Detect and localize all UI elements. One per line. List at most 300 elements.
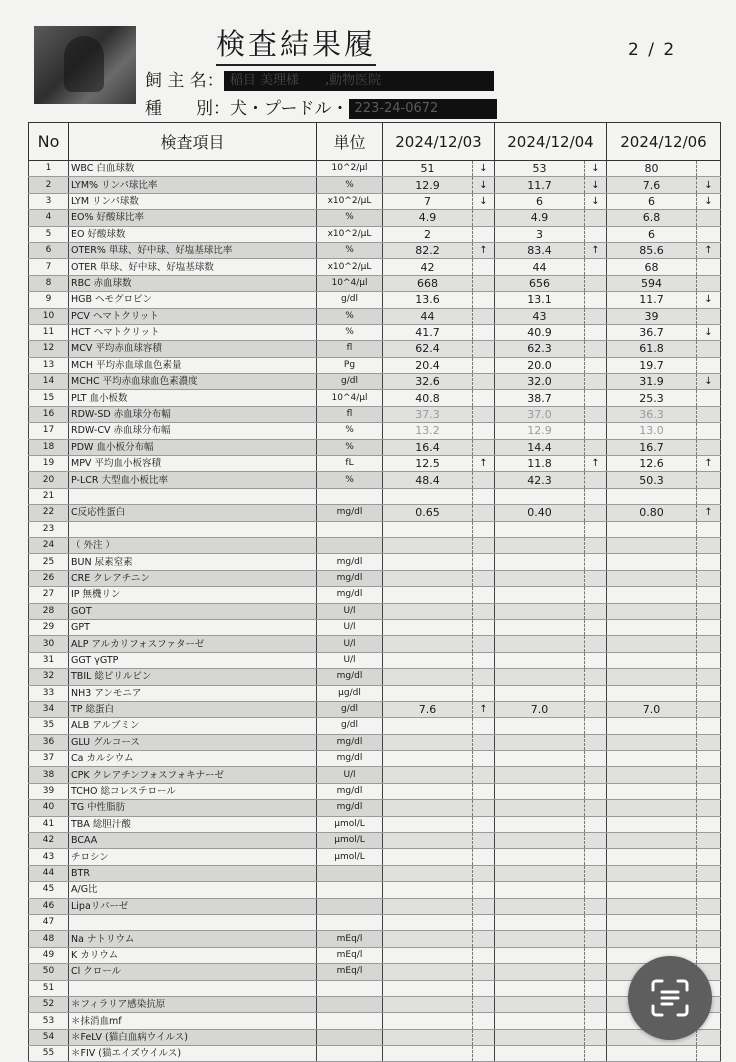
- row-number: 26: [29, 570, 69, 586]
- table-row: [29, 947, 721, 963]
- result-flag-date-2: [585, 980, 607, 996]
- test-item-name: CPK クレアチンフォスフォキナーゼ: [69, 767, 317, 783]
- result-flag-date-3: [697, 161, 721, 177]
- result-value-date-2: 44: [495, 259, 585, 275]
- result-value-date-3: 50.3: [607, 472, 697, 488]
- result-value-date-3: 11.7: [607, 292, 697, 308]
- result-flag-date-3: [697, 669, 721, 685]
- table-row: [29, 964, 721, 980]
- result-value-date-1: [383, 849, 473, 865]
- table-row: [29, 783, 721, 799]
- row-number: 14: [29, 374, 69, 390]
- result-flag-date-3: [697, 833, 721, 849]
- owner-line: [145, 66, 494, 91]
- test-unit: U/l: [317, 767, 383, 783]
- test-unit: mg/dl: [317, 587, 383, 603]
- result-flag-date-1: [473, 865, 495, 881]
- result-value-date-1: [383, 718, 473, 734]
- result-flag-date-1: [473, 374, 495, 390]
- table-row: [29, 456, 721, 472]
- result-value-date-1: [383, 947, 473, 963]
- result-value-date-2: [495, 964, 585, 980]
- row-number: 6: [29, 242, 69, 258]
- result-flag-date-1: [473, 472, 495, 488]
- result-flag-date-2: [585, 652, 607, 668]
- result-flag-date-2: ↑: [585, 242, 607, 258]
- result-flag-date-1: [473, 292, 495, 308]
- table-row: [29, 701, 721, 717]
- result-flag-date-3: ↓: [697, 374, 721, 390]
- result-value-date-1: 20.4: [383, 357, 473, 373]
- test-unit: [317, 882, 383, 898]
- table-row: [29, 406, 721, 422]
- test-unit: [317, 898, 383, 914]
- result-flag-date-1: [473, 341, 495, 357]
- result-value-date-1: 51: [383, 161, 473, 177]
- result-flag-date-1: [473, 669, 495, 685]
- result-flag-date-3: [697, 521, 721, 537]
- result-value-date-2: 20.0: [495, 357, 585, 373]
- test-item-name: [69, 980, 317, 996]
- result-value-date-1: [383, 996, 473, 1012]
- test-unit: g/dl: [317, 718, 383, 734]
- test-unit: fL: [317, 456, 383, 472]
- result-value-date-2: [495, 521, 585, 537]
- result-value-date-1: 7.6: [383, 701, 473, 717]
- result-value-date-2: [495, 669, 585, 685]
- row-number: 20: [29, 472, 69, 488]
- test-item-name: Na ナトリウム: [69, 931, 317, 947]
- result-flag-date-1: [473, 308, 495, 324]
- result-value-date-2: [495, 849, 585, 865]
- result-flag-date-3: [697, 226, 721, 242]
- row-number: 49: [29, 947, 69, 963]
- result-value-date-1: 2: [383, 226, 473, 242]
- result-flag-date-3: [697, 783, 721, 799]
- test-item-name: （ 外注 ）: [69, 537, 317, 553]
- test-item-name: ＊抹消血mf: [69, 1013, 317, 1029]
- row-number: 2: [29, 177, 69, 193]
- test-item-name: ＊FeLV (猫白血病ウイルス): [69, 1029, 317, 1045]
- row-number: 45: [29, 882, 69, 898]
- result-value-date-3: [607, 931, 697, 947]
- test-unit: %: [317, 439, 383, 455]
- table-row: [29, 734, 721, 750]
- result-value-date-3: [607, 816, 697, 832]
- row-number: 52: [29, 996, 69, 1012]
- result-value-date-3: [607, 669, 697, 685]
- row-number: 16: [29, 406, 69, 422]
- result-flag-date-2: [585, 374, 607, 390]
- table-row: [29, 357, 721, 373]
- result-value-date-2: [495, 800, 585, 816]
- result-flag-date-2: [585, 1029, 607, 1045]
- result-value-date-3: [607, 849, 697, 865]
- test-unit: %: [317, 472, 383, 488]
- test-unit: [317, 914, 383, 930]
- result-flag-date-3: [697, 734, 721, 750]
- result-flag-date-2: [585, 947, 607, 963]
- row-number: 31: [29, 652, 69, 668]
- header-no: No: [29, 123, 69, 161]
- result-flag-date-2: [585, 751, 607, 767]
- result-flag-date-2: ↓: [585, 177, 607, 193]
- result-flag-date-3: [697, 652, 721, 668]
- result-flag-date-1: [473, 882, 495, 898]
- test-item-name: ＊FIV (猫エイズウイルス): [69, 1046, 317, 1062]
- result-flag-date-2: [585, 685, 607, 701]
- table-row: [29, 226, 721, 242]
- table-row: [29, 833, 721, 849]
- row-number: 47: [29, 914, 69, 930]
- test-unit: mg/dl: [317, 505, 383, 521]
- result-value-date-3: [607, 652, 697, 668]
- test-unit: mEq/l: [317, 964, 383, 980]
- result-flag-date-2: ↑: [585, 456, 607, 472]
- result-value-date-3: 61.8: [607, 341, 697, 357]
- result-value-date-1: 4.9: [383, 210, 473, 226]
- table-row: [29, 390, 721, 406]
- result-value-date-2: 14.4: [495, 439, 585, 455]
- table-row: [29, 849, 721, 865]
- result-value-date-2: [495, 767, 585, 783]
- row-number: 32: [29, 669, 69, 685]
- test-item-name: Lipaリパーゼ: [69, 898, 317, 914]
- test-item-name: RDW-CV 赤血球分布幅: [69, 423, 317, 439]
- test-unit: g/dl: [317, 374, 383, 390]
- result-value-date-1: [383, 865, 473, 881]
- result-flag-date-3: [697, 1029, 721, 1045]
- row-number: 23: [29, 521, 69, 537]
- result-value-date-1: [383, 685, 473, 701]
- result-value-date-2: [495, 488, 585, 504]
- table-row: [29, 816, 721, 832]
- result-flag-date-3: ↓: [697, 324, 721, 340]
- result-value-date-3: 594: [607, 275, 697, 291]
- row-number: 4: [29, 210, 69, 226]
- table-row: [29, 177, 721, 193]
- result-value-date-3: [607, 619, 697, 635]
- result-flag-date-1: ↑: [473, 456, 495, 472]
- result-flag-date-3: [697, 882, 721, 898]
- result-value-date-1: [383, 570, 473, 586]
- result-value-date-1: [383, 833, 473, 849]
- test-item-name: P-LCR 大型血小板比率: [69, 472, 317, 488]
- result-flag-date-2: [585, 816, 607, 832]
- result-value-date-3: 6.8: [607, 210, 697, 226]
- row-number: 28: [29, 603, 69, 619]
- result-flag-date-1: [473, 800, 495, 816]
- test-item-name: GOT: [69, 603, 317, 619]
- test-unit: [317, 980, 383, 996]
- photo-thumbnail: [34, 26, 136, 104]
- result-value-date-2: 12.9: [495, 423, 585, 439]
- page-title: 検査結果履: [216, 22, 376, 66]
- result-value-date-1: [383, 537, 473, 553]
- row-number: 24: [29, 537, 69, 553]
- result-value-date-3: [607, 734, 697, 750]
- test-unit: x10^2/μL: [317, 259, 383, 275]
- row-number: 38: [29, 767, 69, 783]
- result-value-date-2: 11.8: [495, 456, 585, 472]
- header-date-2: 2024/12/04: [495, 123, 607, 161]
- result-value-date-1: [383, 603, 473, 619]
- test-unit: [317, 996, 383, 1012]
- table-row: [29, 800, 721, 816]
- test-unit: mg/dl: [317, 800, 383, 816]
- result-flag-date-3: [697, 423, 721, 439]
- result-value-date-2: [495, 685, 585, 701]
- result-flag-date-2: [585, 587, 607, 603]
- table-row: [29, 1013, 721, 1029]
- result-flag-date-1: [473, 603, 495, 619]
- result-flag-date-3: [697, 587, 721, 603]
- result-flag-date-3: [697, 439, 721, 455]
- result-flag-date-2: [585, 898, 607, 914]
- result-value-date-1: [383, 898, 473, 914]
- result-value-date-3: [607, 537, 697, 553]
- result-value-date-1: 42: [383, 259, 473, 275]
- test-item-name: K カリウム: [69, 947, 317, 963]
- test-unit: [317, 521, 383, 537]
- result-value-date-3: [607, 783, 697, 799]
- result-flag-date-1: [473, 439, 495, 455]
- result-value-date-3: 7.0: [607, 701, 697, 717]
- test-unit: mEq/l: [317, 947, 383, 963]
- result-flag-date-1: [473, 324, 495, 340]
- result-flag-date-3: [697, 931, 721, 947]
- result-value-date-2: [495, 652, 585, 668]
- result-value-date-2: [495, 1013, 585, 1029]
- result-flag-date-1: [473, 734, 495, 750]
- test-unit: [317, 1029, 383, 1045]
- result-value-date-1: [383, 800, 473, 816]
- result-value-date-3: 6: [607, 226, 697, 242]
- result-flag-date-1: ↓: [473, 161, 495, 177]
- text-scan-icon: [649, 977, 691, 1019]
- result-value-date-3: [607, 603, 697, 619]
- result-value-date-1: 62.4: [383, 341, 473, 357]
- result-flag-date-2: [585, 439, 607, 455]
- test-unit: U/l: [317, 603, 383, 619]
- result-flag-date-3: [697, 341, 721, 357]
- result-flag-date-3: [697, 259, 721, 275]
- result-flag-date-3: [697, 849, 721, 865]
- result-flag-date-3: [697, 914, 721, 930]
- result-flag-date-1: [473, 931, 495, 947]
- result-flag-date-1: [473, 357, 495, 373]
- test-item-name: LYM リンパ球数: [69, 193, 317, 209]
- result-flag-date-2: ↓: [585, 161, 607, 177]
- result-value-date-3: 7.6: [607, 177, 697, 193]
- result-value-date-1: 32.6: [383, 374, 473, 390]
- row-number: 8: [29, 275, 69, 291]
- table-row: [29, 193, 721, 209]
- result-flag-date-2: [585, 210, 607, 226]
- table-row: [29, 718, 721, 734]
- result-flag-date-1: [473, 947, 495, 963]
- row-number: 55: [29, 1046, 69, 1062]
- result-flag-date-3: [697, 865, 721, 881]
- test-unit: mEq/l: [317, 931, 383, 947]
- result-value-date-2: [495, 1029, 585, 1045]
- result-value-date-1: [383, 636, 473, 652]
- result-value-date-2: [495, 996, 585, 1012]
- result-value-date-1: 41.7: [383, 324, 473, 340]
- species-redacted-value: 223-24-0672: [349, 99, 497, 119]
- result-value-date-1: [383, 669, 473, 685]
- result-value-date-2: [495, 931, 585, 947]
- header-date-3: 2024/12/06: [607, 123, 721, 161]
- table-row: [29, 259, 721, 275]
- result-flag-date-2: [585, 537, 607, 553]
- result-value-date-2: [495, 816, 585, 832]
- species-line: [145, 94, 497, 119]
- result-flag-date-3: [697, 488, 721, 504]
- result-flag-date-3: [697, 947, 721, 963]
- result-value-date-1: [383, 751, 473, 767]
- result-flag-date-2: [585, 324, 607, 340]
- result-flag-date-1: [473, 259, 495, 275]
- result-value-date-2: [495, 603, 585, 619]
- result-flag-date-1: [473, 406, 495, 422]
- result-flag-date-3: [697, 816, 721, 832]
- result-value-date-1: 44: [383, 308, 473, 324]
- result-flag-date-1: ↑: [473, 701, 495, 717]
- result-value-date-3: [607, 587, 697, 603]
- result-value-date-3: [607, 521, 697, 537]
- result-flag-date-1: [473, 833, 495, 849]
- table-row: [29, 521, 721, 537]
- result-value-date-2: 43: [495, 308, 585, 324]
- result-flag-date-3: [697, 308, 721, 324]
- result-flag-date-2: [585, 767, 607, 783]
- result-value-date-3: [607, 570, 697, 586]
- result-flag-date-3: ↓: [697, 292, 721, 308]
- result-flag-date-3: [697, 357, 721, 373]
- result-flag-date-1: [473, 816, 495, 832]
- result-value-date-2: 656: [495, 275, 585, 291]
- test-unit: x10^2/μL: [317, 226, 383, 242]
- test-item-name: TCHO 総コレステロール: [69, 783, 317, 799]
- table-row: [29, 882, 721, 898]
- table-row: [29, 914, 721, 930]
- result-value-date-1: [383, 554, 473, 570]
- text-scan-button[interactable]: [628, 956, 712, 1040]
- result-flag-date-2: [585, 865, 607, 881]
- test-unit: mg/dl: [317, 570, 383, 586]
- test-unit: g/dl: [317, 292, 383, 308]
- table-row: [29, 865, 721, 881]
- result-flag-date-3: [697, 275, 721, 291]
- result-flag-date-3: [697, 554, 721, 570]
- result-flag-date-3: ↑: [697, 456, 721, 472]
- table-row: [29, 587, 721, 603]
- test-item-name: TBA 総胆汁酸: [69, 816, 317, 832]
- test-item-name: GPT: [69, 619, 317, 635]
- result-value-date-1: [383, 1029, 473, 1045]
- test-item-name: PLT 血小板数: [69, 390, 317, 406]
- owner-redacted-value: 稲目 美理様 ,動物医院: [224, 71, 494, 91]
- test-item-name: BTR: [69, 865, 317, 881]
- result-value-date-3: 6: [607, 193, 697, 209]
- table-row: [29, 341, 721, 357]
- test-item-name: TP 総蛋白: [69, 701, 317, 717]
- row-number: 15: [29, 390, 69, 406]
- table-row: [29, 242, 721, 258]
- table-row: [29, 603, 721, 619]
- result-value-date-2: [495, 619, 585, 635]
- row-number: 9: [29, 292, 69, 308]
- result-value-date-1: [383, 488, 473, 504]
- table-row: [29, 767, 721, 783]
- test-item-name: C反応性蛋白: [69, 505, 317, 521]
- header-item: 検査項目: [69, 123, 317, 161]
- test-item-name: NH3 アンモニア: [69, 685, 317, 701]
- table-header-row: [29, 123, 721, 161]
- result-value-date-2: 62.3: [495, 341, 585, 357]
- result-flag-date-2: [585, 1013, 607, 1029]
- test-unit: Pg: [317, 357, 383, 373]
- table-row: [29, 980, 721, 996]
- result-value-date-2: [495, 537, 585, 553]
- table-row: [29, 423, 721, 439]
- test-item-name: HCT ヘマトクリット: [69, 324, 317, 340]
- row-number: 50: [29, 964, 69, 980]
- result-flag-date-3: [697, 636, 721, 652]
- header-date-1: 2024/12/03: [383, 123, 495, 161]
- test-unit: mg/dl: [317, 783, 383, 799]
- table-row: [29, 554, 721, 570]
- test-unit: μmol/L: [317, 816, 383, 832]
- result-flag-date-1: [473, 767, 495, 783]
- result-value-date-2: 4.9: [495, 210, 585, 226]
- result-flag-date-2: [585, 669, 607, 685]
- test-unit: g/dl: [317, 701, 383, 717]
- result-value-date-1: 12.5: [383, 456, 473, 472]
- test-unit: μmol/L: [317, 849, 383, 865]
- result-flag-date-2: [585, 603, 607, 619]
- result-flag-date-2: [585, 833, 607, 849]
- result-flag-date-1: [473, 751, 495, 767]
- result-value-date-1: [383, 587, 473, 603]
- result-flag-date-2: [585, 701, 607, 717]
- result-flag-date-1: [473, 849, 495, 865]
- result-flag-date-2: [585, 783, 607, 799]
- row-number: 36: [29, 734, 69, 750]
- result-value-date-3: [607, 554, 697, 570]
- test-item-name: [69, 914, 317, 930]
- row-number: 30: [29, 636, 69, 652]
- table-row: [29, 374, 721, 390]
- result-value-date-1: [383, 767, 473, 783]
- lab-results-table: [28, 122, 721, 1062]
- result-flag-date-1: [473, 521, 495, 537]
- row-number: 17: [29, 423, 69, 439]
- result-flag-date-2: [585, 964, 607, 980]
- result-value-date-3: 68: [607, 259, 697, 275]
- row-number: 39: [29, 783, 69, 799]
- result-value-date-1: [383, 619, 473, 635]
- result-flag-date-2: [585, 292, 607, 308]
- row-number: 22: [29, 505, 69, 521]
- test-unit: U/l: [317, 619, 383, 635]
- result-flag-date-2: [585, 390, 607, 406]
- test-item-name: OTER 単球、好中球、好塩基球数: [69, 259, 317, 275]
- table-row: [29, 439, 721, 455]
- result-value-date-1: 668: [383, 275, 473, 291]
- result-flag-date-2: [585, 554, 607, 570]
